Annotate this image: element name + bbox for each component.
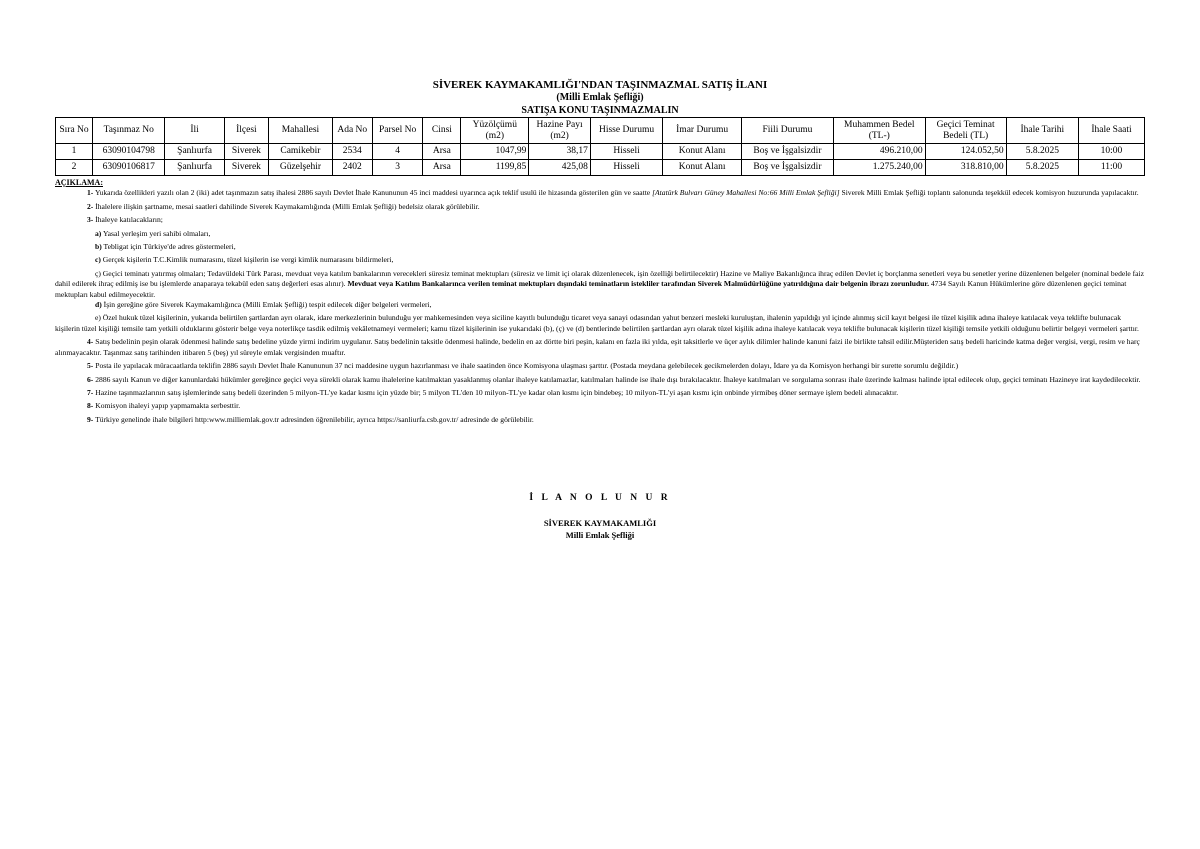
table-cell: 2402 — [332, 160, 372, 176]
clause-number: 3- — [87, 215, 94, 225]
table-cell: Hisseli — [590, 144, 662, 160]
clause-text: Posta ile yapılacak müracaatlarda teklifin 2886 sayılı Devlet İhale Kanununun 37 nci maddesine uygun hazırlanması ve ihale saatinden önce Komisyona ulaşması şarttır. (Postada meydana gelebilecek gecikmelerden dolayı, İdare ya da Komisyon herhangi bir surette sorumlu değildir.) — [93, 361, 959, 371]
subclause-label: c) — [95, 255, 101, 265]
clause-number: 5- — [87, 361, 94, 371]
table-cell: 1.275.240,00 — [833, 160, 925, 176]
subclause-text: İşin gereğine göre Siverek Kaymakamlığınca (Milli Emlak Şefliği) tespit edilecek diğer belgeleri vermeleri, — [101, 300, 432, 310]
col-header-muhammen-bedel: Muhammen Bedel (TL-) — [833, 118, 925, 144]
table-cell: 4 — [372, 144, 423, 160]
announcement-line: İ L A N O L U N U R — [529, 493, 671, 503]
clause-number: 6- — [87, 374, 94, 384]
table-cell: 38,17 — [529, 144, 591, 160]
col-header-ilce: İlçesi — [224, 118, 268, 144]
subclause-label: a) — [95, 228, 102, 238]
table-cell: Konut Alanı — [663, 160, 742, 176]
col-header-imar-durumu: İmar Durumu — [663, 118, 742, 144]
col-header-yuzolcumu: Yüzölçümü (m2) — [461, 118, 529, 144]
table-cell: Güzelşehir — [269, 160, 333, 176]
col-header-tasinmaz-no: Taşınmaz No — [93, 118, 165, 144]
clause-8 — [55, 401, 1145, 411]
table-cell: 1199,85 — [461, 160, 529, 176]
table-cell: Konut Alanı — [663, 144, 742, 160]
clause-text: 2886 sayılı Kanun ve diğer kanunlardaki hükümler gereğince geçici veya sürekli olarak kamu ihalelerine katılmaktan yasaklanmış olanlar ihaleye katılamazlar, katılmaları halinde ise ihale dışı bırakılacaktır. İhaleye katılmaları ve sorgulama sonrası ihale üzerinde kalması halinde iptal edilecek olup, geçici teminatı Hazineye irat kaydedilecektir. — [93, 374, 1141, 384]
col-header-mahalle: Mahallesi — [269, 118, 333, 144]
table-cell: Siverek — [224, 160, 268, 176]
subclause-text: e) Özel hukuk tüzel kişilerinin, yukarıda belirtilen şartlardan ayrı olarak, idare merkezlerinin bulunduğu yer mahkemesinden veya siciline kayıtlı bulunduğu ticaret veya sanayi odasından yahut benzeri mesleki kuruluştan, ihalenin yapıldığı yıl içinde alınmış sicil kayıt belgesi ile tüzel kişilik adına ihaleye katılacak veya teklifte bulunacak kişilerin tüzel kişiliği temsile tam yetkili olduklarını gösterir belge veya noterlikçe tasdik edilmiş vekâletnameyi vermeleri; kamu tüzel kişilerinin ise yukarıdaki (b), (ç) ve (d) bentlerinde belirtilen şartlardan ayrı olarak tüzel kişilik adına ihaleye katılacak veya teklifte bulunacak kişilerin tüzel kişiliği temsile yetkili olduğunu belirtir belgeyi vermeleri şarttır. — [55, 313, 1139, 333]
clause-9 — [55, 415, 1145, 425]
clause-text: Türkiye genelinde ihale bilgileri http:www.milliemlak.gov.tr adresinden öğrenilebilir, ayrıca https://sanliurfa.csb.gov.tr/ adresinde de görülebilir. — [93, 414, 534, 424]
clause-text: Hazine taşınmazlarının satış işlemlerinde satış bedeli üzerinden 5 milyon-TL'ye kadar kısmı için yüzde bir; 5 milyon TL'den 10 milyon-TL'ye kadar olan kısmı için bindebeş; 10 milyon-TL'yi aşan kısmı için onbinde yirmibeş döner sermaye işlem bedeli alınacaktır. — [93, 387, 899, 397]
subclause-label: d) — [95, 300, 102, 310]
table-header-row — [56, 118, 1145, 144]
subclause-text: Gerçek kişilerin T.C.Kimlik numarasını, tüzel kişilerin ise vergi kimlik numarasını bildirmeleri, — [100, 255, 394, 265]
table-cell: 5.8.2025 — [1006, 144, 1078, 160]
table-cell: 2 — [56, 160, 93, 176]
clause-4 — [55, 337, 1145, 358]
subclause-a — [55, 229, 1145, 239]
table-cell: 318.810,00 — [925, 160, 1006, 176]
table-cell: Şanlıurfa — [165, 160, 224, 176]
col-header-gecici-teminat: Geçici Teminat Bedeli (TL) — [925, 118, 1006, 144]
clause-text: Satış bedelinin peşin olarak ödenmesi halinde satış bedeline yüzde yirmi indirim uygulanır. Satış bedelinin taksitle ödenmesi halinde, bedelin en az dörtte biri peşin, kalanı en fazla iki yılda, eşit taksitlerle ve üçer aylık dilimler halinde kanuni faizi ile birlikte tahsil edilir.Müşteriden satış bedeli haricinde katma değer vergisi, vergi, resim ve harç alınmayacaktır. Taşınmaz satış tarihinden itibaren 5 (beş) yıl süreyle emlak vergisinden muaftır. — [55, 337, 1140, 357]
clause-number: 8- — [87, 401, 94, 411]
clause-number: 4- — [87, 337, 94, 347]
table-cell: 10:00 — [1079, 144, 1145, 160]
col-header-il: İli — [165, 118, 224, 144]
subclause-text: ç) Geçici teminatı yatırmış olmaları; Tedavüldeki Türk Parası, mevduat veya katılım bankalarının verecekleri süresiz teminat mektupları (süresiz ve limit içi olarak düzenlenecek, işin özelliği belirtilecektir) Hazine ve Maliye Bakanlığınca ihraç edilen Devlet iç borçlanma senetleri veya bu senetler yerine düzenlenen belgeler (nominal bedele faiz dahil edilerek ihraç edilmiş ise bu işlemlerde anaparaya tekabül eden satış değerleri esas alınır). — [55, 268, 1145, 289]
table-cell: Boş ve İşgalsizdir — [742, 144, 834, 160]
col-header-cinsi: Cinsi — [423, 118, 461, 144]
table-cell: 63090104798 — [93, 144, 165, 160]
col-header-hisse-durumu: Hisse Durumu — [590, 118, 662, 144]
subclause-text: Yasal yerleşim yeri sahibi olmaları, — [101, 228, 211, 238]
subclause-b — [55, 242, 1145, 252]
table-cell: 63090106817 — [93, 160, 165, 176]
table-cell: Camikebir — [269, 144, 333, 160]
clause-text: İhalelere ilişkin şartname, mesai saatleri dahilinde Siverek Kaymakamlığında (Milli Emlak Şefliği) bedelsiz olarak görülebilir. — [93, 201, 480, 211]
clause-address: [Atatürk Bulvarı Güney Mahallesi No:66 Milli Emlak Şefliği] — [652, 188, 840, 198]
clause-number: 1- — [87, 188, 94, 198]
signature-unit: Milli Emlak Şefliği — [565, 530, 635, 540]
subclause-c — [55, 255, 1145, 265]
clause-text: Siverek Milli Emlak Şefliği toplantı salonunda teşekkül edecek komisyon huzurunda yapılacaktır. — [839, 188, 1139, 198]
clause-1 — [55, 188, 1145, 198]
table-row — [56, 160, 1145, 176]
col-header-sira: Sıra No — [56, 118, 93, 144]
clause-text: Komisyon ihaleyi yapıp yapmamakta serbesttir. — [93, 401, 241, 411]
col-header-ihale-saati: İhale Saati — [1079, 118, 1145, 144]
subclause-e — [55, 313, 1145, 334]
table-cell: Boş ve İşgalsizdir — [742, 160, 834, 176]
table-cell: 425,08 — [529, 160, 591, 176]
clause-number: 9- — [87, 414, 94, 424]
table-cell: Arsa — [423, 160, 461, 176]
col-header-fiili-durumu: Fiili Durumu — [742, 118, 834, 144]
table-cell: 496.210,00 — [833, 144, 925, 160]
table-cell: 5.8.2025 — [1006, 160, 1078, 176]
table-cell: Siverek — [224, 144, 268, 160]
clause-3 — [55, 215, 1145, 225]
explanation-section — [55, 178, 1145, 425]
table-cell: Arsa — [423, 144, 461, 160]
explanation-heading: AÇIKLAMA: — [55, 178, 103, 187]
section-title: SATIŞA KONU TAŞINMAZMALIN — [521, 105, 679, 116]
table-row — [56, 144, 1145, 160]
table-cell: 2534 — [332, 144, 372, 160]
col-header-parsel-no: Parsel No — [372, 118, 423, 144]
table-cell: Hisseli — [590, 160, 662, 176]
clause-7 — [55, 388, 1145, 398]
document-subtitle: (Milli Emlak Şefliği) — [556, 92, 644, 103]
clause-number: 7- — [87, 387, 94, 397]
clause-6 — [55, 375, 1145, 385]
table-cell: 11:00 — [1079, 160, 1145, 176]
col-header-hazine-payi: Hazine Payı (m2) — [529, 118, 591, 144]
subclause-emphasis: Mevduat veya Katılım Bankalarınca verilen teminat mektupları dışındaki teminatların istekliler tarafından Siverek Malmüdürlüğüne yatırıldığına dair belgenin ibrazı zorunludur. — [347, 279, 929, 289]
clause-5 — [55, 361, 1145, 371]
subclause-cc — [55, 269, 1145, 300]
table-cell: 1 — [56, 144, 93, 160]
table-cell: 124.052,50 — [925, 144, 1006, 160]
signature-authority: SİVEREK KAYMAKAMLIĞI — [543, 518, 657, 528]
clause-number: 2- — [87, 201, 94, 211]
document-title: SİVEREK KAYMAKAMLIĞI'NDAN TAŞINMAZMAL SATIŞ İLANI — [432, 79, 768, 91]
table-cell: Şanlıurfa — [165, 144, 224, 160]
property-table — [55, 117, 1145, 176]
clause-text: Yukarıda özellikleri yazılı olan 2 (iki) adet taşınmazın satış ihalesi 2886 sayılı Devlet İhale Kanununun 45 inci maddesi uyarınca açık teklif usulü ile hizasında gösterilen gün ve saatte — [93, 188, 653, 198]
table-cell: 3 — [372, 160, 423, 176]
subclause-label: b) — [95, 242, 102, 252]
col-header-ihale-tarihi: İhale Tarihi — [1006, 118, 1078, 144]
clause-text: İhaleye katılacakların; — [93, 215, 163, 225]
subclause-text: 4734 Sayılı Kanun Hükümlerine göre düzenlenen geçici teminat mektupları kabul edilmeyecektir. — [55, 279, 1127, 299]
clause-2 — [55, 202, 1145, 212]
table-cell: 1047,99 — [461, 144, 529, 160]
col-header-ada-no: Ada No — [332, 118, 372, 144]
subclause-d — [55, 300, 1145, 310]
subclause-text: Tebligat için Türkiye'de adres göstermeleri, — [101, 242, 236, 252]
